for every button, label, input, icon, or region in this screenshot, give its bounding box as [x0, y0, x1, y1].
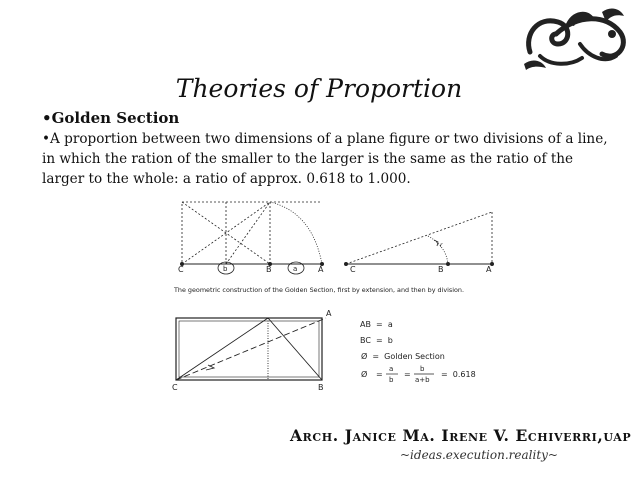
label-right-c: C	[350, 265, 356, 274]
author-signature: Arch. Janice Ma. Irene V. Echiverri,uap	[290, 426, 632, 445]
label-left-B: B	[266, 265, 272, 274]
formula-ab: AB = a	[360, 320, 393, 329]
label-bottom-a: A	[326, 309, 332, 318]
label-left-a: a	[293, 265, 298, 273]
formula-result: = 0.618	[441, 370, 476, 379]
author-tagline: ~ideas.execution.reality~	[400, 448, 558, 462]
label-bottom-b: B	[318, 383, 324, 392]
formula-frac2-num: b	[420, 365, 425, 373]
label-left-c: C	[178, 265, 184, 274]
label-right-r: r	[440, 242, 443, 249]
label-right-B: B	[438, 265, 444, 274]
label-right-A: A	[486, 265, 492, 274]
formula-eq2: =	[404, 370, 411, 379]
label-left-b: b	[223, 265, 228, 273]
formula-frac1-den: b	[389, 376, 394, 384]
division-construction-figure	[344, 212, 493, 266]
slide-title: Theories of Proportion	[175, 74, 463, 103]
formula-block	[360, 320, 476, 384]
label-left-A: A	[318, 265, 324, 274]
figure-caption: The geometric construction of the Golden Section, first by extension, and then by division.	[174, 286, 465, 294]
formula-phi: Ø	[361, 370, 368, 379]
formula-bc: BC = b	[360, 336, 393, 345]
label-bottom-c: C	[172, 383, 178, 392]
formula-frac1-num: a	[389, 365, 394, 373]
formula-frac2-den: a+b	[415, 376, 430, 384]
bullet-text: •A proportion between two dimensions of a plane figure or two divisions of a line, in which the ration of the smaller to the larger is the same as the ratio of the larger to the whole: a ratio of approx. 0.618 to 1.000.	[42, 131, 608, 187]
bullet-heading: •Golden Section	[42, 109, 180, 127]
extension-construction-figure	[180, 202, 324, 274]
formula-eq1: =	[376, 370, 383, 379]
formula-phi-label: Ø = Golden Section	[361, 352, 445, 361]
golden-rectangle-figure	[176, 318, 326, 380]
